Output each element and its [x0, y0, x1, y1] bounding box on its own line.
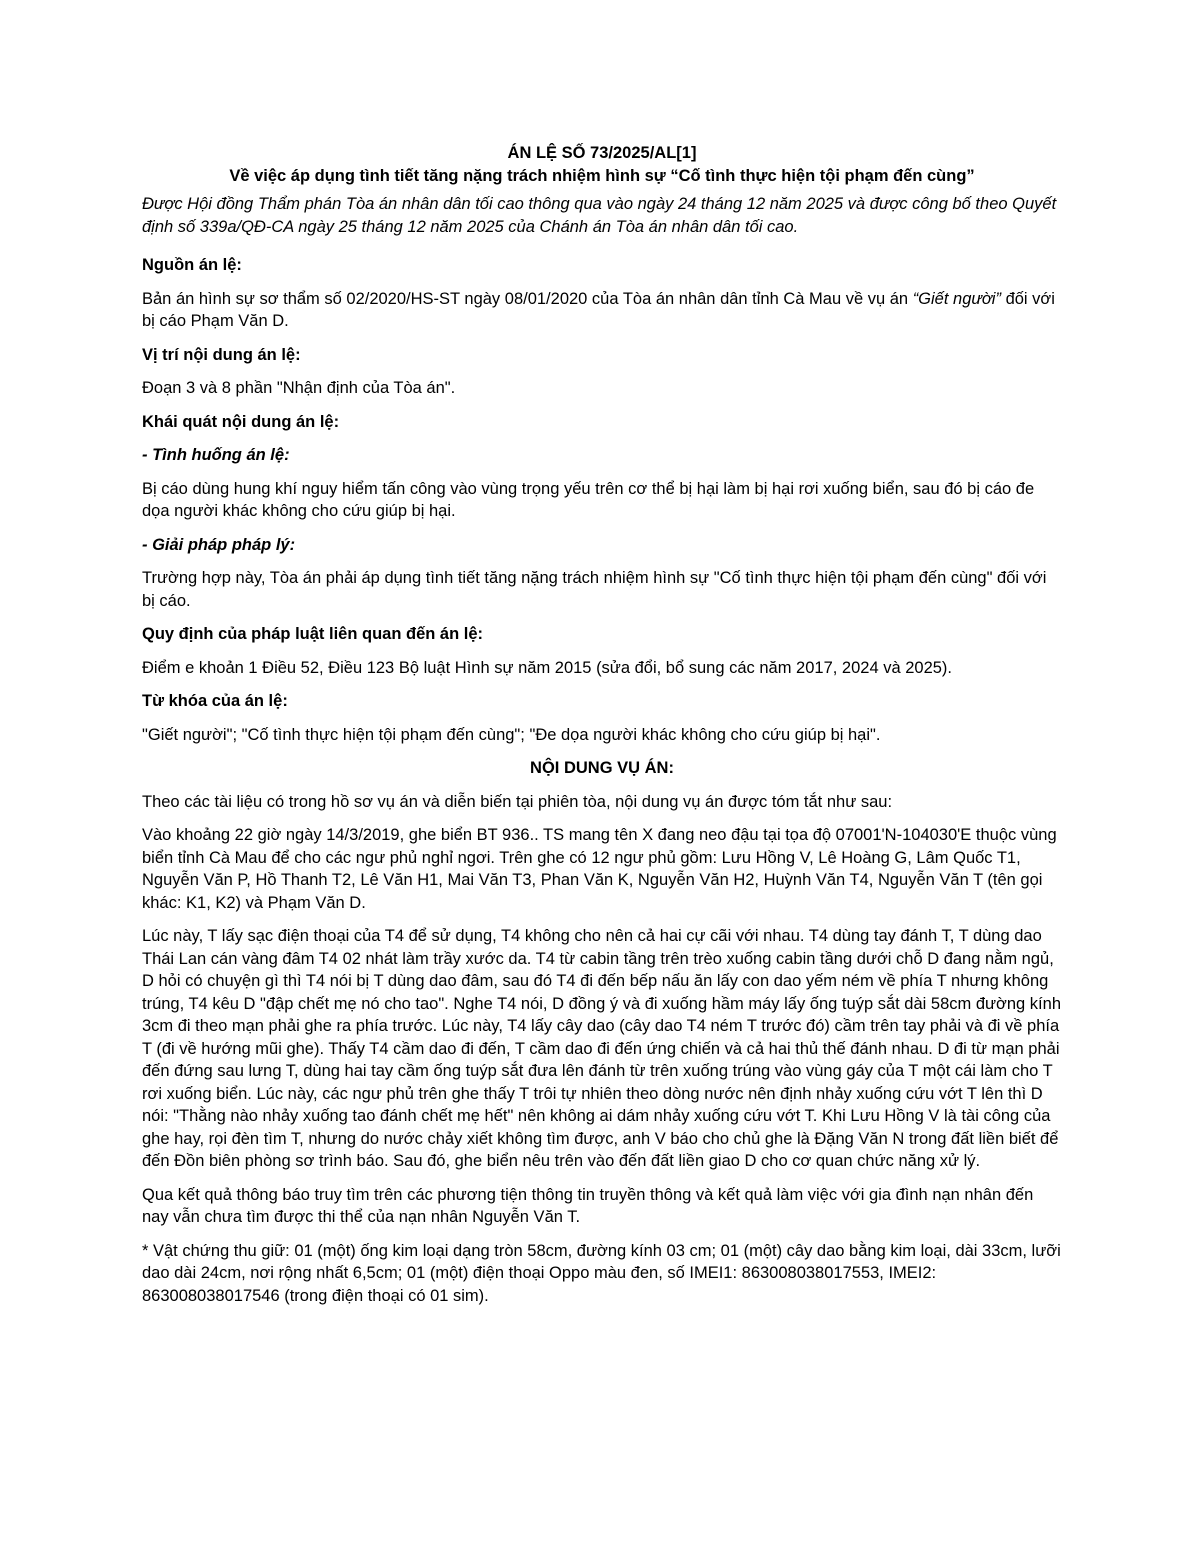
solution-paragraph: Trường hợp này, Tòa án phải áp dụng tình tiết tăng nặng trách nhiệm hình sự "Cố tình thực hiện tội phạm đến cùng" đối với bị cáo.: [142, 569, 1047, 610]
law-heading: Quy định của pháp luật liên quan đến án lệ:: [142, 625, 484, 643]
document-title: ÁN LỆ SỐ 73/2025/AL[1]: [507, 144, 697, 162]
source-text-part-1: Bản án hình sự sơ thẩm số 02/2020/HS-ST ngày 08/01/2020 của Tòa án nhân dân tỉnh Cà Mau về vụ án: [142, 289, 913, 308]
law-paragraph: Điểm e khoản 1 Điều 52, Điều 123 Bộ luật Hình sự năm 2015 (sửa đổi, bổ sung các năm 2017, 2024 và 2025).: [142, 658, 953, 677]
intro-paragraph: Được Hội đồng Thẩm phán Tòa án nhân dân tối cao thông qua vào ngày 24 tháng 12 năm 2025 và được công bố theo Quyết định số 339a/QĐ-CA ngày 25 tháng 12 năm 2025 của Chánh án Tòa án nhân dân tối cao.: [142, 195, 1057, 236]
case-paragraph-2: Vào khoảng 22 giờ ngày 14/3/2019, ghe biển BT 936.. TS mang tên X đang neo đậu tại tọa độ 07001'N-104030'E thuộc vùng biển tỉnh Cà Mau để cho các ngư phủ nghỉ ngơi. Trên ghe có 12 ngư phủ gồm: Lưu Hồng V, Lê Hoàng G, Lâm Quốc T1, Nguyễn Văn P, Hồ Thanh T2, Lê Văn H1, Mai Văn T3, Phan Văn K, Nguyễn Văn H2, Huỳnh Văn T4, Nguyễn Văn T (tên gọi khác: K1, K2) và Phạm Văn D.: [142, 826, 1057, 912]
solution-heading: - Giải pháp pháp lý:: [142, 535, 296, 554]
case-paragraph-3: Lúc này, T lấy sạc điện thoại của T4 để sử dụng, T4 không cho nên cả hai cự cãi với nhau. T4 dùng tay đánh T, T dùng dao Thái Lan cán vàng đâm T4 02 nhát làm trầy xước da. T4 từ cabin tầng trên trèo xuống cabin tầng dưới chỗ D đang nằm ngủ, D hỏi có chuyện gì thì T4 nói bị T dùng dao đâm, sau đó T4 đi đến bếp nấu ăn lấy con dao yếm ném về phía T nhưng không trúng, T4 kêu D "đập chết mẹ nó cho tao". Nghe T4 nói, D đồng ý và đi xuống hầm máy lấy ống tuýp sắt dài 58cm đường kính 3cm đi theo mạn phải ghe ra phía trước. Lúc này, T4 lấy cây dao (cây dao T4 ném T trước đó) cầm trên tay phải và đi về phía T (đi về hướng mũi ghe). Thấy T4 cầm dao đi đến, T cầm dao đi đến ứng chiến và cả hai thủ thế đánh nhau. D đi từ mạn phải đến đứng sau lưng T, dùng hai tay cầm ống tuýp sắt đưa lên đánh từ trên xuống trúng vào vùng gáy của T một cái làm cho T rơi xuống biển. Lúc này, các ngư phủ trên ghe thấy T trôi tự nhiên theo dòng nước nên định nhảy xuống cứu vớt T lên thì D nói: "Thằng nào nhảy xuống tao đánh chết mẹ hết" nên không ai dám nhảy xuống cứu vớt T. Khi Lưu Hồng V là tài công của ghe hay, rọi đèn tìm T, nhưng do nước chảy xiết không tìm được, anh V báo cho chủ ghe là Đặng Văn N trong đất liền biết để đến Đồn biên phòng sơ trình báo. Sau đó, ghe biển nêu trên vào đến đất liền giao D cho cơ quan chức năng xử lý.: [142, 927, 1061, 1170]
position-heading: Vị trí nội dung án lệ:: [142, 345, 301, 364]
situation-heading: - Tình huống án lệ:: [142, 446, 290, 464]
source-heading: Nguồn án lệ:: [142, 256, 242, 274]
case-paragraph-4: Qua kết quả thông báo truy tìm trên các phương tiện thông tin truyền thông và kết quả làm việc với gia đình nạn nhân đến nay vẫn chưa tìm được thi thể của nạn nhân Nguyễn Văn T.: [142, 1185, 1034, 1226]
source-text-italic: “Giết người”: [912, 289, 1001, 308]
situation-paragraph: Bị cáo dùng hung khí nguy hiểm tấn công vào vùng trọng yếu trên cơ thể bị hại làm bị hại rơi xuống biển, sau đó bị cáo đe dọa người khác không cho cứu giúp bị hại.: [142, 479, 1035, 520]
case-heading: NỘI DUNG VỤ ÁN:: [530, 759, 674, 777]
source-paragraph: [142, 288, 1062, 333]
position-paragraph: Đoạn 3 và 8 phần "Nhận định của Tòa án".: [142, 379, 456, 397]
case-paragraph-5: * Vật chứng thu giữ: 01 (một) ống kim loại dạng tròn 58cm, đường kính 03 cm; 01 (một) cây dao bằng kim loại, dài 33cm, lưỡi dao dài 24cm, nơi rộng nhất 6,5cm; 01 (một) điện thoại Oppo màu đen, số IMEI1: 863008038017553, IMEI2: 863008038017546 (trong điện thoại có 01 sim).: [142, 1241, 1061, 1305]
summary-heading: Khái quát nội dung án lệ:: [142, 412, 340, 431]
case-paragraph-1: Theo các tài liệu có trong hồ sơ vụ án và diễn biến tại phiên tòa, nội dung vụ án được tóm tắt như sau:: [142, 792, 893, 811]
keywords-paragraph: "Giết người"; "Cố tình thực hiện tội phạm đến cùng"; "Đe dọa người khác không cho cứu giúp bị hại".: [142, 725, 881, 744]
document-subtitle: Về việc áp dụng tình tiết tăng nặng trách nhiệm hình sự “Cố tình thực hiện tội phạm đến cùng”: [229, 166, 975, 185]
keywords-heading: Từ khóa của án lệ:: [142, 692, 288, 710]
source-text-part-2: đối với bị cáo Phạm Văn D.: [142, 289, 1055, 330]
document-page: [142, 142, 1062, 1318]
